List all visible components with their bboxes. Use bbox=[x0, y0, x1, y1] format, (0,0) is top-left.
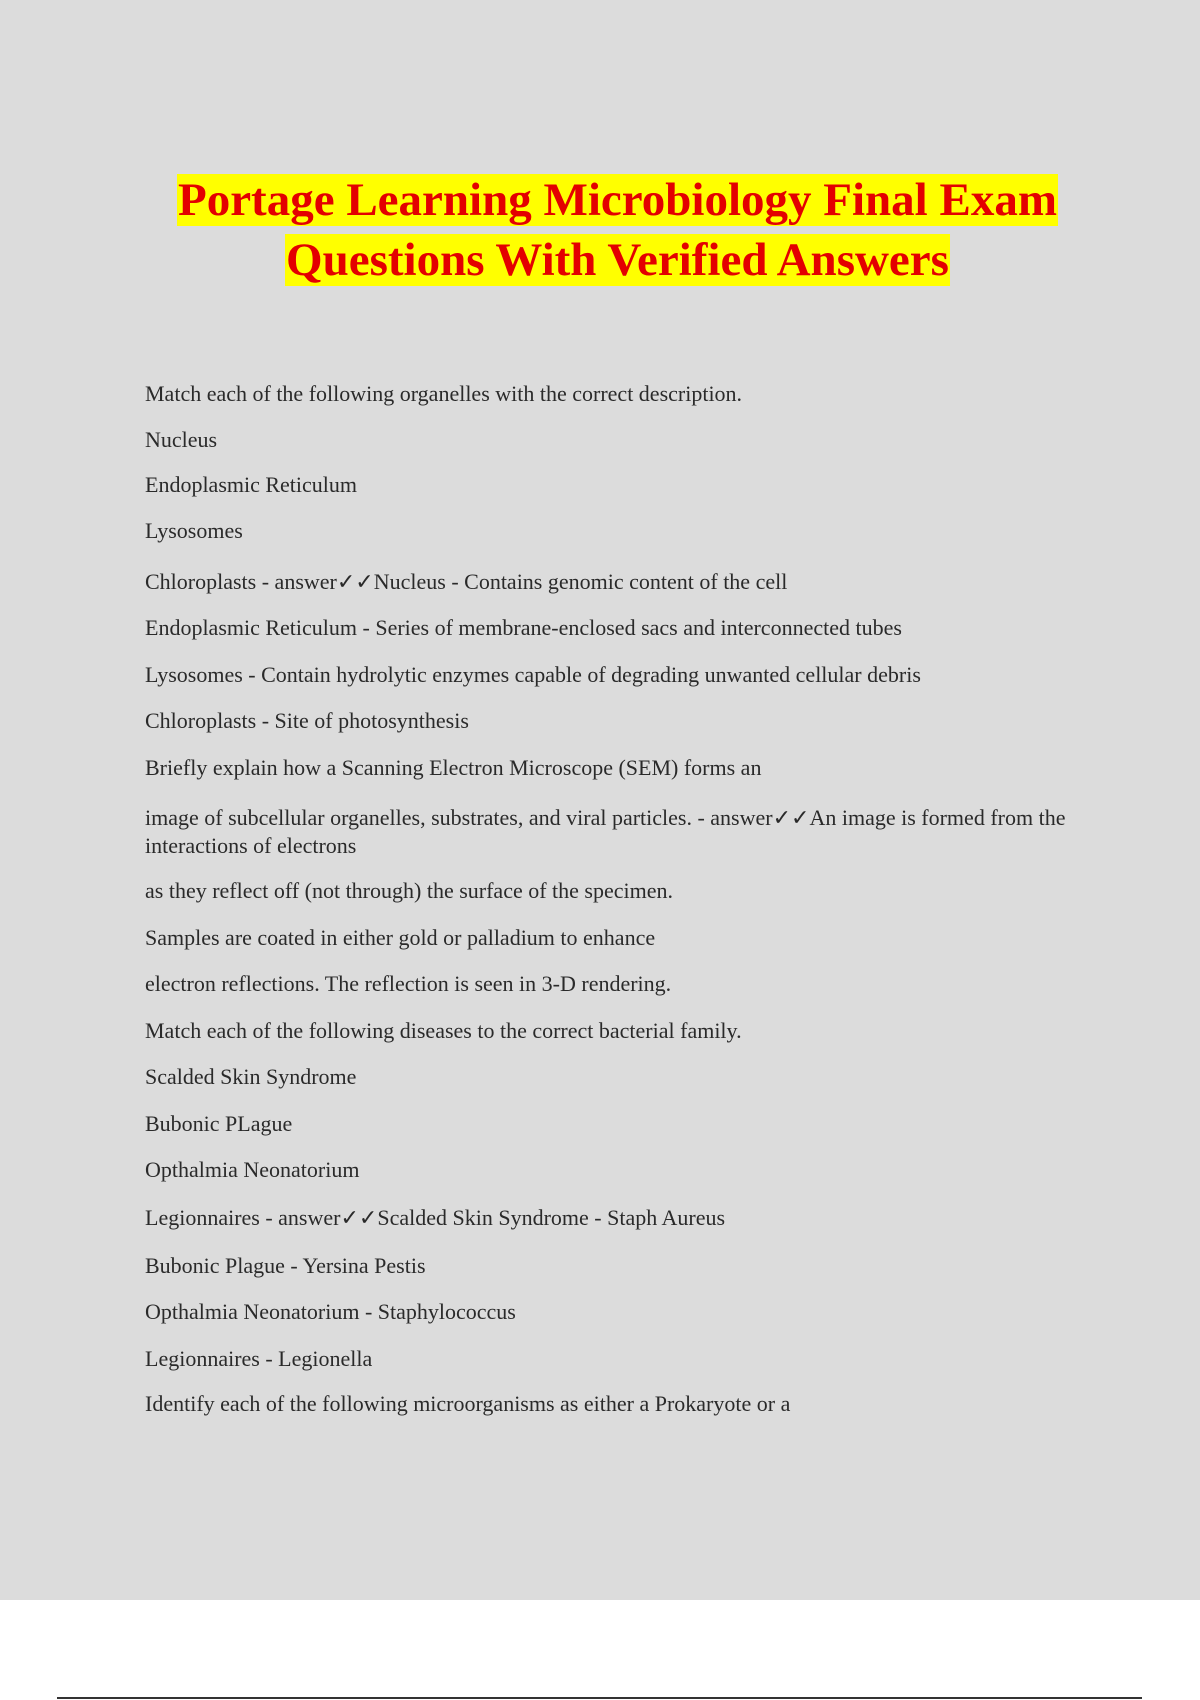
paragraph: Samples are coated in either gold or palladium to enhance bbox=[145, 925, 656, 950]
title-line-1: Portage Learning Microbiology Final Exam bbox=[177, 174, 1057, 226]
paragraph: Opthalmia Neonatorium - Staphylococcus bbox=[145, 1299, 516, 1324]
paragraph: Nucleus bbox=[145, 427, 218, 452]
footer-divider bbox=[57, 1697, 1142, 1699]
paragraph: Bubonic Plague - Yersina Pestis bbox=[145, 1253, 426, 1278]
paragraph: Lysosomes - Contain hydrolytic enzymes capable of degrading unwanted cellular debris bbox=[145, 662, 921, 687]
paragraph: Legionnaires - answer✓✓Scalded Skin Syndrome - Staph Aureus bbox=[145, 1205, 726, 1230]
paragraph: image of subcellular organelles, substrates, and viral particles. - answer✓✓An image is formed from the interactions of electrons bbox=[145, 805, 1066, 858]
paragraph: Legionnaires - Legionella bbox=[145, 1346, 373, 1371]
paragraph: Match each of the following diseases to the correct bacterial family. bbox=[145, 1018, 742, 1043]
paragraph: as they reflect off (not through) the surface of the specimen. bbox=[145, 878, 673, 903]
paragraph: Match each of the following organelles with the correct description. bbox=[145, 381, 743, 406]
paragraph: Identify each of the following microorganisms as either a Prokaryote or a bbox=[145, 1391, 791, 1416]
title-line-2: Questions With Verified Answers bbox=[286, 234, 949, 286]
paragraph: Chloroplasts - Site of photosynthesis bbox=[145, 708, 469, 733]
paragraph: Endoplasmic Reticulum - Series of membrane-enclosed sacs and interconnected tubes bbox=[145, 615, 902, 640]
paragraph: Endoplasmic Reticulum bbox=[145, 472, 358, 497]
paragraph: Lysosomes bbox=[145, 518, 243, 543]
paragraph: Scalded Skin Syndrome bbox=[145, 1064, 357, 1089]
document-title bbox=[0, 170, 1200, 290]
paragraph: electron reflections. The reflection is seen in 3-D rendering. bbox=[145, 971, 672, 996]
paragraph: Opthalmia Neonatorium bbox=[145, 1157, 360, 1182]
paragraph: Chloroplasts - answer✓✓Nucleus - Contains genomic content of the cell bbox=[145, 569, 788, 594]
document-body bbox=[145, 380, 1075, 1418]
paragraph: Bubonic PLague bbox=[145, 1111, 293, 1136]
paragraph: Briefly explain how a Scanning Electron Microscope (SEM) forms an bbox=[145, 755, 762, 780]
